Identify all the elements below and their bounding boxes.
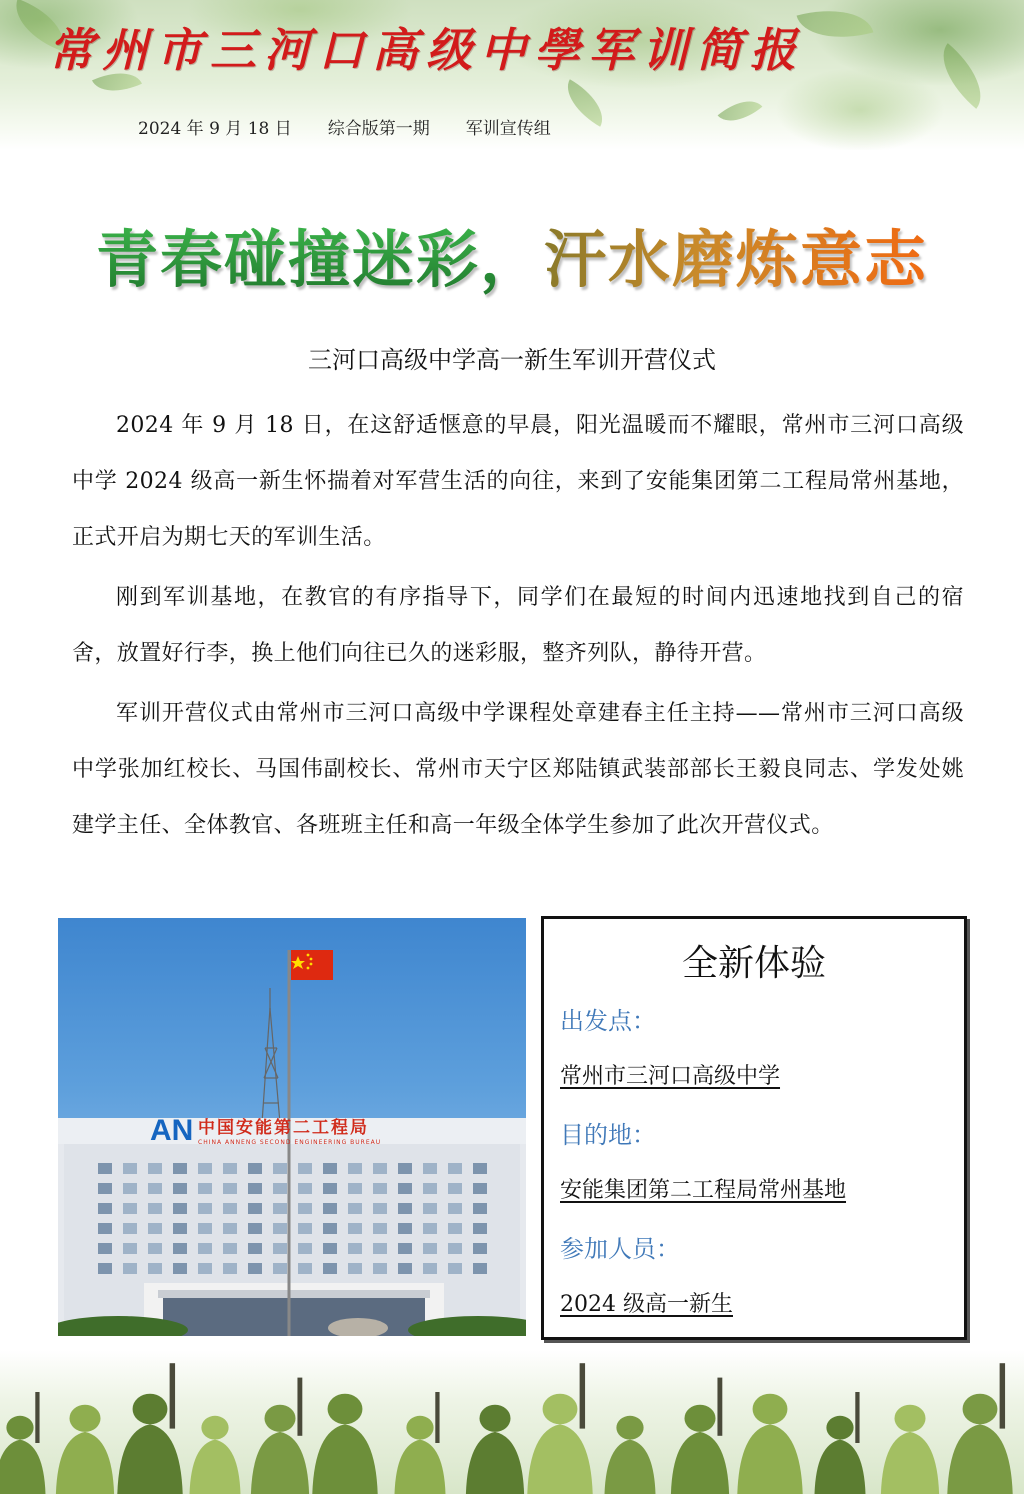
- building-window: [123, 1223, 137, 1234]
- building-window: [148, 1243, 162, 1254]
- building-window: [198, 1223, 212, 1234]
- building-window: [448, 1243, 462, 1254]
- building-window: [473, 1183, 487, 1194]
- article-body: [72, 398, 964, 858]
- building-window: [198, 1183, 212, 1194]
- building-window: [298, 1163, 312, 1174]
- building-window: [473, 1263, 487, 1274]
- building-window: [373, 1163, 387, 1174]
- building-window: [398, 1223, 412, 1234]
- building-window: [148, 1223, 162, 1234]
- soldier-silhouette: [251, 1378, 309, 1494]
- building-window: [223, 1263, 237, 1274]
- soldier-silhouette: [466, 1405, 524, 1494]
- building-window: [423, 1223, 437, 1234]
- building-window: [448, 1183, 462, 1194]
- building-window: [323, 1183, 337, 1194]
- building-window: [123, 1203, 137, 1214]
- building-window: [98, 1223, 112, 1234]
- soldier-silhouette: [56, 1405, 114, 1494]
- article-title: 三河口高级中学高一新生军训开营仪式: [308, 346, 716, 374]
- building-window: [123, 1183, 137, 1194]
- leaf-decoration: [718, 90, 763, 133]
- leaf-decoration: [927, 43, 997, 109]
- building-window: [123, 1243, 137, 1254]
- building-window: [398, 1263, 412, 1274]
- building-window: [273, 1183, 287, 1194]
- masthead-title: 常州市三河口高级中學军训简报: [48, 23, 804, 77]
- building-window: [248, 1183, 262, 1194]
- building-window: [248, 1203, 262, 1214]
- participants-label: 参加人员：: [560, 1235, 680, 1263]
- building-window: [373, 1263, 387, 1274]
- building-window: [423, 1203, 437, 1214]
- building-window: [373, 1243, 387, 1254]
- building-window: [273, 1203, 287, 1214]
- headline-part-green: 青春碰撞迷彩，: [95, 223, 544, 296]
- building-window: [148, 1263, 162, 1274]
- building-window: [473, 1243, 487, 1254]
- building-window: [473, 1203, 487, 1214]
- building-window: [423, 1163, 437, 1174]
- building-window: [298, 1223, 312, 1234]
- building-window: [173, 1263, 187, 1274]
- building-window: [273, 1163, 287, 1174]
- departure-value: 常州市三河口高级中学: [560, 1064, 781, 1089]
- building-window: [173, 1223, 187, 1234]
- issue-date: 2024 年 9 月 18 日: [138, 119, 292, 139]
- destination-label: 目的地：: [560, 1121, 656, 1149]
- building-window: [423, 1263, 437, 1274]
- soldier-silhouettes: [0, 1350, 1024, 1494]
- soldier-silhouette: [527, 1363, 592, 1494]
- main-headline: [0, 210, 1024, 299]
- headline-part-orange: 汗水磨炼意志: [544, 223, 929, 296]
- building-window: [298, 1263, 312, 1274]
- building-window: [323, 1263, 337, 1274]
- building-window: [473, 1163, 487, 1174]
- building-window: [248, 1263, 262, 1274]
- building-window: [173, 1203, 187, 1214]
- building-window: [173, 1243, 187, 1254]
- header-banner: [0, 0, 1024, 150]
- soldier-silhouette: [947, 1363, 1012, 1494]
- building-window: [198, 1243, 212, 1254]
- building-window: [348, 1163, 362, 1174]
- building-logo: AN: [150, 1114, 194, 1147]
- article-paragraph: 军训开营仪式由常州市三河口高级中学课程处章建春主任主持——常州市三河口高级中学张加红校长、马国伟副校长、常州市天宁区郑陆镇武装部部长王毅良同志、学发处姚建学主任、全体教官、各班班主任和高一年级全体学生参加了此次开营仪式。: [72, 701, 964, 838]
- radio-tower: [262, 988, 280, 1123]
- building-sign-en: CHINA ANNENG SECOND ENGINEERING BUREAU: [198, 1139, 382, 1146]
- soldier-silhouette: [395, 1392, 446, 1494]
- departure-label: 出发点：: [560, 1007, 656, 1035]
- publisher-label: 军训宣传组: [465, 119, 551, 139]
- building-window: [473, 1223, 487, 1234]
- participants-value: 2024 级高一新生: [560, 1292, 733, 1317]
- building-window: [223, 1163, 237, 1174]
- soldier-silhouette: [312, 1394, 377, 1494]
- leaf-decoration: [797, 0, 874, 50]
- building-window: [173, 1183, 187, 1194]
- article-paragraph: 刚到军训基地，在教官的有序指导下，同学们在最短的时间内迅速地找到自己的宿舍，放置好行李，换上他们向往已久的迷彩服，整齐列队，静待开营。: [72, 585, 964, 666]
- soldier-silhouette: [0, 1392, 46, 1494]
- building-window: [123, 1263, 137, 1274]
- building-window: [373, 1183, 387, 1194]
- building-photo: [58, 918, 526, 1336]
- building-window: [373, 1223, 387, 1234]
- edition-label: 综合版第一期: [327, 119, 430, 139]
- building-window: [348, 1183, 362, 1194]
- building-window: [298, 1183, 312, 1194]
- destination-value: 安能集团第二工程局常州基地: [560, 1178, 847, 1203]
- info-box-title: 全新体验: [681, 943, 826, 984]
- building-window: [98, 1163, 112, 1174]
- building-window: [198, 1163, 212, 1174]
- building-window: [348, 1263, 362, 1274]
- building-window: [323, 1243, 337, 1254]
- building-window: [323, 1223, 337, 1234]
- building-window: [148, 1203, 162, 1214]
- building-window: [198, 1203, 212, 1214]
- building-illustration: [58, 918, 526, 1336]
- building-window: [298, 1243, 312, 1254]
- building-window: [223, 1243, 237, 1254]
- building-window: [398, 1203, 412, 1214]
- building-window: [248, 1243, 262, 1254]
- building-sign-cn: 中国安能第二工程局: [198, 1118, 369, 1138]
- article-paragraph: 2024 年 9 月 18 日，在这舒适惬意的早晨，阳光温暖而不耀眼，常州市三河口高级中学 2024 级高一新生怀揣着对军营生活的向往，来到了安能集团第二工程局常州基地，正式开启为期七天的军训生活。: [72, 413, 964, 550]
- building-window: [373, 1203, 387, 1214]
- building-window: [98, 1263, 112, 1274]
- dateline: [138, 114, 551, 139]
- soldier-silhouette: [190, 1416, 241, 1494]
- soldier-silhouette: [671, 1378, 729, 1494]
- building-window: [448, 1263, 462, 1274]
- soldier-silhouette: [737, 1394, 802, 1494]
- building-window: [398, 1243, 412, 1254]
- building-window: [123, 1163, 137, 1174]
- building-window: [323, 1203, 337, 1214]
- building-window: [398, 1183, 412, 1194]
- footer-soldiers-banner: [0, 1350, 1024, 1494]
- building-window: [98, 1243, 112, 1254]
- building-window: [398, 1163, 412, 1174]
- soldier-silhouette: [881, 1405, 939, 1494]
- soldier-silhouette: [815, 1392, 866, 1494]
- building-window: [173, 1163, 187, 1174]
- building-window: [248, 1163, 262, 1174]
- soldier-silhouette: [605, 1416, 656, 1494]
- building-window: [148, 1183, 162, 1194]
- building-window: [348, 1223, 362, 1234]
- soldier-silhouette: [117, 1363, 182, 1494]
- building-window: [273, 1223, 287, 1234]
- info-box: [541, 916, 967, 1340]
- building-window: [198, 1263, 212, 1274]
- building-window: [423, 1243, 437, 1254]
- building-window: [248, 1223, 262, 1234]
- building-window: [273, 1263, 287, 1274]
- building-window: [98, 1183, 112, 1194]
- building-window: [423, 1183, 437, 1194]
- building-window: [298, 1203, 312, 1214]
- leaf-decoration: [557, 79, 613, 127]
- building-window: [273, 1243, 287, 1254]
- building-window: [448, 1203, 462, 1214]
- building-window: [223, 1183, 237, 1194]
- building-window: [148, 1163, 162, 1174]
- building-window: [348, 1203, 362, 1214]
- building-window: [223, 1223, 237, 1234]
- building-window: [98, 1203, 112, 1214]
- building-window: [348, 1243, 362, 1254]
- building-window: [223, 1203, 237, 1214]
- building-window: [448, 1163, 462, 1174]
- building-window: [323, 1163, 337, 1174]
- building-window: [448, 1223, 462, 1234]
